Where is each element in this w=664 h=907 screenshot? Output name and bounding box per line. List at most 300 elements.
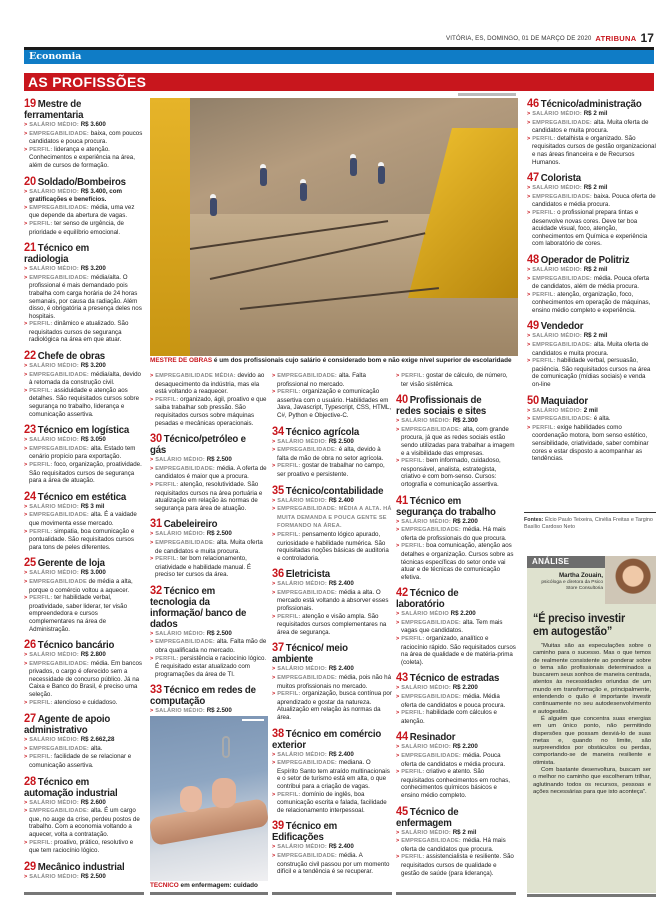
field-value: R$ 3.000: [80, 569, 106, 577]
field-label: > PERFIL:: [396, 636, 424, 642]
profession-name: Técnico em logística: [37, 424, 130, 437]
profession-title: [272, 642, 382, 665]
info-line: [272, 438, 392, 447]
profession-number: 39: [272, 818, 284, 833]
profession-title: [272, 725, 382, 751]
info-line: [527, 209, 656, 248]
profession-item: [150, 433, 268, 512]
column-rule: [150, 892, 268, 895]
info-line: [396, 542, 516, 581]
profession-number: 28: [24, 773, 36, 788]
column-4: [396, 372, 516, 883]
info-line: [527, 119, 656, 135]
field-label: > PERFIL:: [272, 389, 300, 395]
profession-title: [24, 488, 134, 503]
field-value: mediana. O Espírito Santo tem atraído multinacionais e o setor de turismo está em alta, o que contribui para a criação de vagas.: [277, 759, 390, 790]
profession-item: [24, 639, 144, 707]
profession-title: [527, 251, 646, 266]
field-label: > PERFIL:: [24, 147, 52, 153]
field-label: > EMPREGABILIDADE:: [396, 694, 461, 700]
field-value: o profissional prepara tintas e desenvolve novas cores. Deve ter boa acuidade visual, foco, atenção, conhecimentos em Química e experiência com laboratório de cores.: [532, 208, 648, 248]
profession-name: Técnico em estética: [37, 490, 127, 503]
profession-title: [150, 518, 259, 530]
field-value: simpatia, boa comunicação e pontualidade. São requisitados cursos para tons de peles diferentes.: [29, 527, 135, 551]
info-line: [24, 528, 144, 552]
field-label: > SALÁRIO MÉDIO:: [150, 708, 205, 714]
field-label: > SALÁRIO MÉDIO:: [24, 874, 79, 880]
field-value: R$ 2.600: [80, 798, 106, 806]
profession-item: [150, 684, 268, 716]
field-label: > SALÁRIO MÉDIO: [396, 611, 449, 617]
info-line: [272, 505, 392, 531]
field-value: média, uma vez que depende da abertura de vagas.: [29, 203, 135, 220]
info-line: [396, 768, 516, 799]
photo-caption: [150, 357, 518, 364]
profession-title: [24, 557, 134, 569]
field-label: > SALÁRIO MÉDIO:: [272, 666, 327, 672]
field-label: > EMPREGABILIDADE:: [272, 853, 337, 859]
field-value: organizado, ágil, proativo e que saiba trabalhar sob pressão. São requisitados cursos sobre máquinas pesadas e mecânicas operacionais.: [155, 395, 267, 427]
profession-title: [24, 350, 134, 362]
field-value: boa comunicação, atenção aos detalhes e organização. Cursos sobre as técnicas específicas do setor onde vai atuar e de técnicas de comunicação efetiva.: [401, 542, 514, 581]
field-label: > EMPREGABILIDADE:: [396, 620, 461, 626]
photo-excavator: [408, 128, 518, 298]
info-line: [24, 736, 144, 745]
profession-item: [527, 320, 656, 388]
column-3: [272, 372, 392, 882]
profession-item: [396, 672, 516, 725]
profession-item: [272, 482, 392, 563]
field-value: ter habilidade verbal, proatividade, saber liderar, ter visão empreendedora e cursos complementares na área de Administração.: [29, 594, 128, 633]
field-label: > EMPREGABILIDADE: [24, 579, 87, 585]
photo-worker: [210, 198, 217, 216]
field-label: > SALÁRIO MÉDIO:: [24, 122, 79, 128]
field-label: > SALÁRIO MÉDIO:: [272, 752, 327, 758]
field-value: R$ 3.400, com gratificações e benefícios.: [29, 187, 122, 204]
photo-arm: [150, 798, 268, 846]
field-label: > EMPREGABILIDADE:: [150, 540, 215, 546]
profession-number: 45: [396, 803, 408, 818]
info-line: [272, 665, 392, 674]
profession-name: Técnico em tecnologia da informação/ banco de dados: [150, 584, 247, 630]
profession-number: 19: [24, 96, 36, 110]
profession-title: [396, 587, 506, 610]
profession-number: 27: [24, 711, 36, 726]
photo-hand: [180, 786, 202, 812]
photo-helmet: [260, 164, 266, 168]
field-label: > EMPREGABILIDADE:: [150, 639, 215, 645]
info-line: [150, 655, 268, 679]
photo-caption: [150, 882, 268, 889]
profession-item: [396, 492, 516, 582]
profession-number: 44: [396, 729, 408, 744]
section-label: Economia: [29, 51, 82, 62]
field-value: gostar de trabalhar no campo, ser proativo e persistente.: [277, 462, 385, 478]
profession-number: 20: [24, 173, 36, 188]
column-2: [150, 372, 268, 722]
field-label: > EMPREGABILIDADE:: [24, 275, 89, 281]
info-line: [150, 396, 268, 427]
info-line: [150, 555, 268, 579]
field-value: atenção, organização, foco, conhecimentos em operação de máquinas, ensino médio completo e experiência.: [532, 290, 651, 314]
info-line: [272, 580, 392, 589]
field-label: > PERFIL:: [24, 529, 52, 535]
field-value: média. Pouca oferta de candidatos, além de média procura.: [532, 274, 650, 291]
info-line: [272, 852, 392, 876]
profession-name: Agente de apoio administrativo: [24, 713, 111, 737]
photo-worker: [260, 168, 267, 186]
field-label: > PERFIL:: [527, 425, 555, 431]
profession-title: [24, 639, 134, 651]
field-label: > EMPREGABILIDADE:: [24, 512, 89, 518]
field-label: > PERFIL:: [150, 397, 178, 403]
profession-name: Vendedor: [540, 320, 584, 333]
info-line: [527, 407, 656, 416]
analysis-paragraph: Com bastante desenvoltura, buscam ser o melhor no caminho que escolheram trilhar, aglutinando todos os recursos, pessoas e ações necessárias para que isto aconteça”.: [533, 767, 651, 795]
info-line: [272, 589, 392, 613]
info-line: [24, 807, 144, 838]
profession-item: [24, 350, 144, 418]
profession-item: [396, 731, 516, 799]
field-value: alta. Falta profissional no mercado.: [277, 372, 366, 388]
info-line: [396, 619, 516, 635]
info-line: [272, 372, 392, 388]
info-line: [396, 752, 516, 768]
field-value: média. Há mais oferta de profissionais do que procura.: [401, 526, 507, 542]
field-value: R$ 2 mil: [583, 332, 608, 340]
info-line: [396, 743, 516, 752]
field-value: média. Média oferta de candidatos e pouca procura.: [401, 693, 506, 709]
info-line: [527, 424, 656, 463]
profession-name: Soldado/Bombeiros: [37, 175, 126, 188]
profession-title: [24, 424, 134, 436]
field-value: R$ 2.400: [328, 580, 354, 588]
field-value: proativo, prático, resolutivo e que tem raciocínio lógico.: [29, 838, 134, 855]
profession-name: Técnico em Edificações: [272, 820, 338, 844]
field-value: média. Pouca oferta de candidatos e média procura.: [401, 752, 506, 768]
field-value: R$ 2.500: [206, 629, 232, 637]
profession-number: 21: [24, 240, 36, 255]
profession-item: [24, 557, 144, 633]
column-1: [24, 98, 144, 887]
field-value: R$ 2.500: [80, 872, 106, 880]
info-line: [272, 674, 392, 690]
page-number: 17: [640, 31, 654, 45]
info-line: [24, 839, 144, 855]
info-line: [24, 362, 144, 371]
photo-worker: [378, 166, 385, 184]
field-label: > EMPREGABILIDADE:: [150, 466, 215, 472]
info-line: [527, 332, 656, 341]
info-line: [24, 387, 144, 418]
info-line: [24, 594, 144, 633]
info-line: [272, 751, 392, 760]
field-value: R$ 2 mil: [583, 184, 608, 192]
field-label: > SALÁRIO MÉDIO:: [24, 800, 79, 806]
field-value: organização e comunicação assertiva com o usuário. Habilidades em Java, Javascript, Typescript, CSS, HTML, C#, Python e Objective-C.: [277, 388, 392, 419]
profession-name: Técnico de laboratório: [396, 587, 459, 611]
field-label: > SALÁRIO MÉDIO:: [150, 631, 205, 637]
profession-number: 25: [24, 555, 36, 570]
field-label: > PERFIL:: [396, 543, 424, 549]
field-label: > EMPREGABILIDADE:: [24, 131, 89, 137]
profession-name: Mestre de ferramentaria: [24, 98, 84, 121]
field-label: > SALÁRIO MÉDIO:: [527, 333, 582, 339]
info-line: [24, 511, 144, 527]
field-value: é alta.: [593, 415, 611, 423]
info-line: [396, 426, 516, 457]
author-portrait: [605, 556, 656, 604]
profession-name: Técnico/petróleo e gás: [150, 433, 246, 457]
photo-stethoscope: [222, 736, 230, 758]
field-label: > SALÁRIO MÉDIO:: [24, 189, 79, 195]
field-label: > EMPREGABILIDADE:: [527, 120, 592, 126]
field-value: de média a alta, porque o comércio voltou a aquecer.: [29, 577, 133, 594]
info-line: [24, 130, 144, 146]
profession-name: Técnico agrícola: [285, 425, 360, 438]
analysis-paragraph: “Muitas são as especulações sobre o caminho para o sucesso. Mas o que temos de realmente consistente ao ponderar sobre o tema são profissionais determinados a buscarem seus sonhos de maneira centrada, atentos às necessidades oriundas de um mundo em transformação e, principalmente, entendendo o quão é importante investir continuamente no seu autodesenvolvimento e autogestão.: [533, 643, 651, 715]
info-line: [272, 462, 392, 478]
field-label: > PERFIL:: [24, 700, 52, 706]
field-value: assiduidade e atenção aos detalhes. São requisitados cursos sobre segurança no trabalho, liderança e comunicação assertiva.: [29, 386, 140, 418]
profession-item: [272, 642, 392, 721]
profession-title: [527, 172, 646, 184]
profession-title: [527, 392, 646, 407]
info-line: [24, 745, 144, 754]
field-value: R$ 2.400: [328, 665, 354, 673]
construction-photo: [150, 98, 518, 356]
field-value: bem informado, cuidadoso, responsável, analista, estrategista, criativo e com bom-senso. Cursos: ortografia e comunicação assertiva.: [401, 457, 501, 488]
info-line: [527, 275, 656, 291]
info-line: [24, 753, 144, 769]
profession-number: 23: [24, 422, 36, 437]
profession-item: [527, 172, 656, 248]
profession-item: [527, 251, 656, 315]
column-rule: [527, 894, 656, 897]
info-line: [24, 265, 144, 274]
field-value: alta.: [90, 744, 103, 752]
info-line: [150, 707, 268, 716]
photo-credit: [458, 93, 516, 96]
caption-text: em enfermagem: cuidado: [178, 882, 258, 889]
profession-number: 24: [24, 488, 36, 503]
field-value: ter bom relacionamento, criatividade e habilidade manual. É preciso ter cursos da área.: [155, 555, 251, 579]
profession-title: [24, 242, 134, 265]
analysis-tag: ANÁLISE: [527, 556, 605, 568]
info-line: [272, 531, 392, 562]
field-label: > EMPREGABILIDADE:: [527, 342, 592, 348]
profession-number: 41: [396, 492, 408, 507]
field-label: > SALÁRIO MÉDIO:: [396, 519, 451, 525]
field-value: R$ 2.500: [328, 437, 354, 445]
field-value: R$ 3.050: [80, 436, 106, 444]
analysis-paragraph: É alguém que concentra suas energias em um único ponto, não permitindo dispersões que possam desviá-lo de suas metas e, quando no limite, são surpreendidos por obstáculos ou perdas, comportando-se de maneira resiliente e otimista.: [533, 715, 651, 766]
field-label: > SALÁRIO MÉDIO:: [272, 498, 327, 504]
profession-name: Técnico de estradas: [409, 672, 500, 685]
info-line: [24, 204, 144, 220]
profession-item: [150, 582, 268, 679]
field-label: > EMPREGABILIDADE:: [396, 753, 461, 759]
field-label: > PERFIL:: [272, 691, 300, 697]
field-value: dinâmico e atualizado. São requisitados cursos de segurança radiológica na área em que atuar.: [29, 320, 129, 344]
field-value: R$ 2.400: [328, 496, 354, 504]
field-value: R$ 3.200: [80, 265, 106, 273]
profession-name: Operador de Politriz: [540, 253, 630, 266]
profession-name: Profissionais de redes sociais e sites: [396, 394, 487, 418]
profession-number: 34: [272, 423, 284, 438]
profession-number: 30: [150, 431, 162, 446]
info-line: [527, 193, 656, 209]
profession-name: Técnico em automação industrial: [24, 775, 118, 799]
field-value: média/alta, devido à retomada da construção civil.: [29, 370, 141, 387]
field-value: alta, com grande procura, já que as redes sociais estão sendo utilizadas para trabalhar a imagem e a visibilidade das empresas.: [401, 425, 515, 457]
field-label: > EMPREGABILIDADE:: [24, 808, 89, 814]
profession-continuation: [150, 372, 268, 427]
info-line: [150, 638, 268, 654]
profession-item: [24, 173, 144, 237]
profession-title: [272, 423, 382, 438]
field-label: > EMPREGABILIDADE:: [24, 205, 89, 211]
info-line: [272, 759, 392, 790]
field-value: R$ 2.300: [452, 417, 478, 425]
profession-item: [24, 488, 144, 552]
analysis-headline: “É preciso investir em autogestão”: [533, 611, 626, 638]
field-label: > EMPREGABILIDADE MÉDIA:: [150, 373, 236, 379]
field-value: organizado, analítico e raciocínio rápido. São requisitados cursos na área de qualidade e de matéria-prima (coleta).: [401, 635, 516, 666]
profession-number: 29: [24, 858, 36, 873]
profession-name: Resinador: [409, 731, 456, 744]
profession-name: Cabeleireiro: [163, 518, 218, 531]
info-line: [396, 457, 516, 488]
profession-number: 26: [24, 637, 36, 652]
info-line: [396, 518, 516, 527]
field-label: > PERFIL:: [527, 136, 555, 142]
info-line: [396, 610, 516, 619]
info-line: [396, 853, 516, 877]
field-value: R$ 2.200: [452, 684, 478, 692]
profession-number: 36: [272, 566, 284, 581]
field-value: R$ 2 mil: [452, 828, 477, 836]
photo-machinery: [150, 98, 190, 356]
info-line: [527, 184, 656, 193]
profession-item: [24, 773, 144, 855]
profession-number: 43: [396, 670, 408, 685]
profession-item: [527, 98, 656, 166]
info-line: [527, 291, 656, 315]
profession-name: Técnico em redes de computação: [150, 684, 256, 708]
field-value: R$ 3.600: [80, 121, 106, 128]
profession-item: [24, 242, 144, 344]
field-value: ter senso de urgência, de prioridade e equilíbrio emocional.: [29, 219, 124, 236]
field-label: > SALÁRIO MÉDIO:: [24, 570, 79, 576]
profession-item: [272, 423, 392, 479]
profession-number: 35: [272, 482, 284, 497]
field-value: alta. Estado tem cenário propício para exportação.: [29, 444, 136, 461]
profession-number: 33: [150, 682, 162, 697]
info-line: [272, 791, 392, 815]
info-line: [24, 371, 144, 387]
info-line: [396, 837, 516, 853]
caption-lead: MESTRE DE OBRAS: [150, 357, 213, 364]
field-value: R$ 2 mil: [583, 265, 608, 273]
field-label: > PERFIL:: [396, 854, 424, 860]
info-line: [272, 497, 392, 506]
field-value: detalhista e organizado. São requisitados cursos de gestão organizacional e nas áreas financeira e de Recursos Humanos.: [532, 134, 656, 166]
field-label: > PERFIL:: [527, 358, 555, 364]
field-label: > PERFIL:: [24, 462, 52, 468]
profession-name: Mecânico industrial: [37, 860, 125, 873]
field-label: > SALÁRIO MÉDIO:: [24, 737, 79, 743]
field-label: > SALÁRIO MÉDIO:: [527, 408, 582, 414]
profession-item: [24, 98, 144, 170]
info-line: [24, 578, 144, 594]
profession-title: [150, 684, 259, 707]
field-label: > SALÁRIO MÉDIO:: [527, 111, 582, 117]
profession-title: [527, 320, 646, 332]
profession-name: Técnico/administração: [540, 98, 642, 110]
field-label: > SALÁRIO MÉDIO:: [272, 844, 327, 850]
field-value: R$ 3 mil: [80, 502, 105, 510]
info-line: [272, 690, 392, 721]
field-value: atenção, resolutividade. São requisitados cursos na área portuária e atualização em relação às normas de segurança para área de atuação.: [155, 480, 263, 512]
field-value: liderança e atenção. Conhecimentos e experiência na área, além de cursos de formação.: [29, 145, 135, 169]
field-value: R$ 2.500: [206, 707, 232, 715]
field-label: > EMPREGABILIDADE:: [272, 447, 337, 453]
field-label: > PERFIL:: [150, 482, 178, 488]
field-value: persistência e raciocínio lógico. É requisitado estar atualizado com programações da área de TI.: [155, 654, 267, 678]
field-label: > PERFIL:: [396, 710, 424, 716]
info-line: [24, 436, 144, 445]
field-label: > SALÁRIO MÉDIO:: [24, 363, 79, 369]
profession-title: [24, 773, 134, 799]
field-value: R$ 2.400: [328, 750, 354, 758]
field-value: atencioso e cuidadoso.: [54, 698, 118, 706]
field-label: > PERFIL:: [24, 754, 52, 760]
profession-item: [396, 587, 516, 666]
info-line: [24, 445, 144, 461]
profession-item: [396, 394, 516, 488]
info-line: [396, 829, 516, 838]
field-value: R$ 2.200: [452, 517, 478, 525]
info-line: [24, 503, 144, 512]
profession-title: [24, 713, 134, 736]
field-label: > EMPREGABILIDADE:: [272, 675, 337, 681]
profession-name: Maquiador: [540, 394, 588, 407]
field-label: > SALÁRIO MÉDIO:: [396, 418, 451, 424]
info-line: [24, 274, 144, 321]
field-label: > EMPREGABILIDADE:: [527, 416, 592, 422]
field-value: média, pois não há muitos profissionais no mercado.: [277, 674, 392, 690]
profession-item: [150, 518, 268, 579]
profession-title: [396, 731, 506, 743]
field-label: > EMPREGABILIDADE:: [527, 276, 592, 282]
field-label: > PERFIL:: [24, 221, 52, 227]
field-label: > PERFIL:: [272, 463, 300, 469]
profession-continuation: [396, 372, 516, 388]
profession-number: 47: [527, 170, 539, 185]
profession-title: [396, 803, 506, 829]
info-line: [396, 417, 516, 426]
dateline: VITÓRIA, ES, DOMINGO, 01 DE MARÇO DE 2020: [446, 34, 592, 42]
info-line: [396, 693, 516, 709]
field-label: > EMPREGABILIDADE:: [24, 372, 89, 378]
info-line: [24, 651, 144, 660]
field-label: > SALÁRIO MÉDIO:: [527, 267, 582, 273]
field-value: média/alta. O profissional é mais demandado pois trabalha com carga horária de 24 horas semanais, por causa da radiação. Além disso, é obrigatória a presença deles nos hospitais.: [29, 273, 142, 320]
field-label: > SALÁRIO MÉDIO:: [24, 652, 79, 658]
info-line: [527, 357, 656, 388]
profession-name: Técnico bancário: [37, 639, 115, 652]
